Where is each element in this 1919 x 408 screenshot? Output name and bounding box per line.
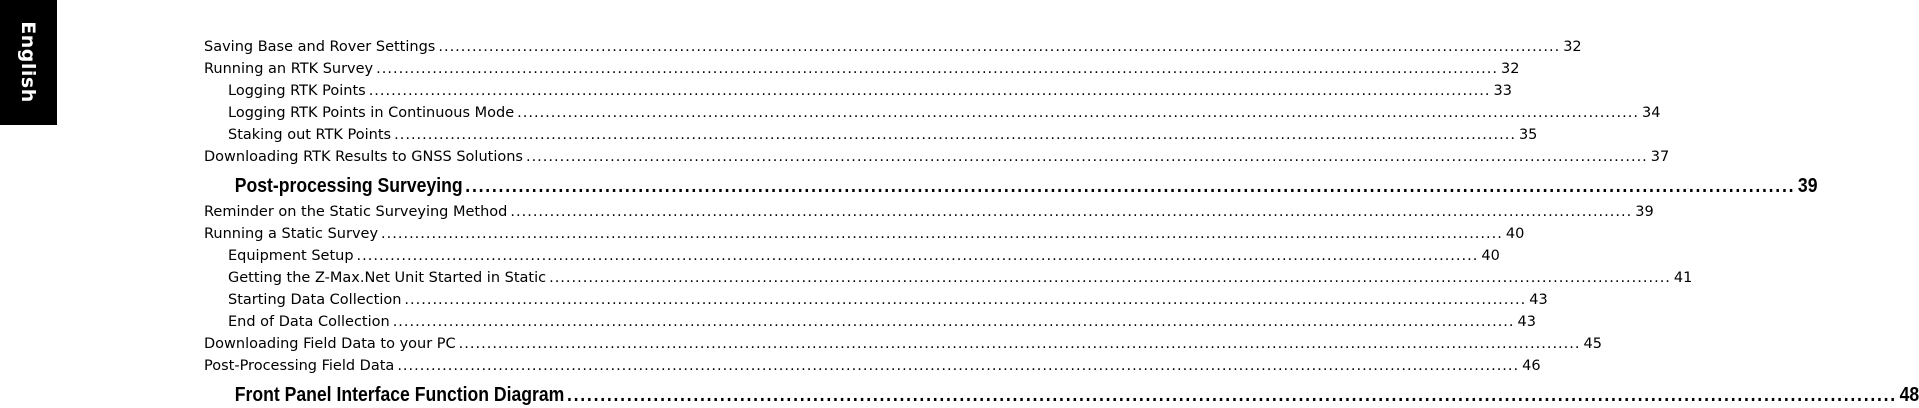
toc-entry[interactable] (228, 266, 1693, 288)
toc-entry[interactable] (228, 244, 1500, 266)
toc-entry-page: 43 (1517, 314, 1536, 330)
dot-leader: ........................................................................................................................................................................................................ (356, 248, 1479, 264)
dot-leader: ........................................................................................................................................................................................................ (376, 61, 1498, 77)
toc-entry-title: Logging RTK Points (228, 83, 366, 99)
toc-entry[interactable] (228, 79, 1512, 101)
toc-entry[interactable] (228, 288, 1548, 310)
toc-entry-page: 41 (1673, 270, 1693, 286)
toc-chapter-page: 48 (1899, 384, 1919, 406)
dot-leader: ........................................................................................................................................................................................................ (458, 336, 1581, 352)
toc-entry[interactable] (204, 145, 1670, 167)
dot-leader: ........................................................................................................................................................................................................ (392, 314, 1515, 330)
toc-chapter-title: Front Panel Interface Function Diagram (234, 384, 565, 406)
toc-entry[interactable] (228, 123, 1538, 145)
toc-entry-title: Downloading RTK Results to GNSS Solutions (204, 149, 523, 165)
toc-entry[interactable] (204, 200, 1654, 222)
toc-entry-title: Staking out RTK Points (228, 127, 392, 143)
toc-entry-title: Downloading Field Data to your PC (204, 336, 456, 352)
toc-chapter-page: 39 (1797, 175, 1818, 197)
toc-entry[interactable] (204, 332, 1602, 354)
toc-entry-title: Running an RTK Survey (204, 61, 374, 77)
toc-chapter[interactable] (234, 380, 1919, 408)
toc-entry-page: 32 (1563, 39, 1582, 55)
toc-entry-page: 40 (1505, 226, 1525, 242)
toc-entry-page: 45 (1583, 336, 1602, 352)
dot-leader: ........................................................................................................................................................................................................ (368, 83, 1491, 99)
toc-entry-page: 46 (1522, 358, 1541, 374)
toc-entry-page: 43 (1529, 292, 1548, 308)
toc-entry[interactable] (204, 57, 1520, 79)
toc-entry[interactable] (228, 310, 1536, 332)
dot-leader: ........................................................................................................................................................................................................ (465, 175, 1796, 197)
toc-entry-title: End of Data Collection (228, 314, 390, 330)
dot-leader: ........................................................................................................................................................................................................ (517, 105, 1639, 121)
toc-entry-page: 39 (1635, 204, 1654, 220)
toc-entry-page: 35 (1518, 127, 1538, 143)
toc-entry-page: 40 (1481, 248, 1500, 264)
toc-chapter[interactable] (234, 171, 1818, 199)
toc-entry[interactable] (228, 101, 1661, 123)
toc-entry-page: 37 (1650, 149, 1670, 165)
toc-entry-page: 32 (1500, 61, 1520, 77)
toc-entry-title: Running a Static Survey (204, 226, 379, 242)
dot-leader: ........................................................................................................................................................................................................ (566, 384, 1897, 406)
dot-leader: ........................................................................................................................................................................................................ (381, 226, 1503, 242)
dot-leader: ........................................................................................................................................................................................................ (549, 270, 1671, 286)
toc-entry-page: 34 (1641, 105, 1661, 121)
toc-entry[interactable] (204, 222, 1525, 244)
dot-leader: ........................................................................................................................................................................................................ (394, 127, 1516, 143)
toc-entry-page: 33 (1493, 83, 1512, 99)
toc-entry-title: Logging RTK Points in Continuous Mode (228, 105, 515, 121)
language-label: English (17, 21, 39, 103)
dot-leader: ........................................................................................................................................................................................................ (438, 39, 1561, 55)
dot-leader: ........................................................................................................................................................................................................ (525, 149, 1648, 165)
dot-leader: ........................................................................................................................................................................................................ (404, 292, 1527, 308)
toc-entry-title: Saving Base and Rover Settings (204, 39, 436, 55)
toc-entry-title: Reminder on the Static Surveying Method (204, 204, 508, 220)
toc-entry[interactable] (204, 35, 1582, 57)
toc-chapter-title: Post-processing Surveying (234, 175, 463, 197)
toc-entry-title: Starting Data Collection (228, 292, 402, 308)
toc-entry-title: Getting the Z-Max.Net Unit Started in Static (228, 270, 547, 286)
toc-entry-title: Post-Processing Field Data (204, 358, 395, 374)
toc-entry-title: Equipment Setup (228, 248, 354, 264)
dot-leader: ........................................................................................................................................................................................................ (510, 204, 1633, 220)
toc-entry[interactable] (204, 354, 1541, 376)
dot-leader: ........................................................................................................................................................................................................ (397, 358, 1520, 374)
